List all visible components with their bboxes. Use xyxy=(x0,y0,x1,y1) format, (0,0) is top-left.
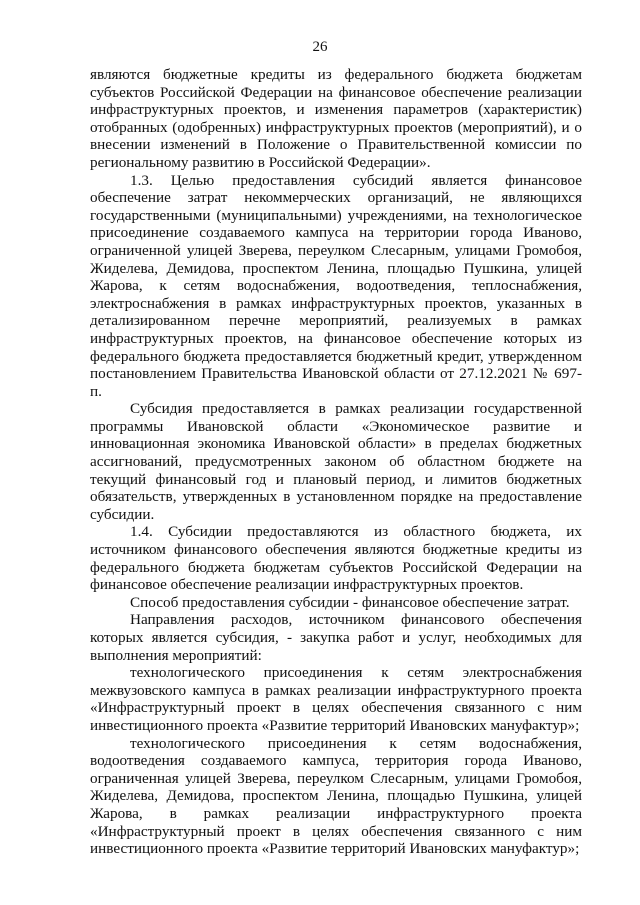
list-item-electricity: технологического присоединения к сетям электроснабжения межвузовского кампуса в рамках реализации инфраструктурного проекта «Инфраструктурный проект в целях обеспечения связанного с ним инвестиционного проекта «Развитие территорий Ивановских мануфактур»; xyxy=(90,664,582,734)
paragraph-1-4: 1.4. Субсидии предоставляются из областного бюджета, их источником финансового обеспечения являются бюджетные кредиты из федерального бюджета бюджетам субъектов Российской Федерации на финансовое обеспечение реализации инфраструктурных проектов. xyxy=(90,523,582,594)
page-number: 26 xyxy=(312,39,328,55)
paragraph-subsidy-method: Способ предоставления субсидии - финансовое обеспечение затрат. xyxy=(130,593,570,611)
list-item-water: технологического присоединения к сетям водоснабжения, водоотведения создаваемого кампуса, территория города Иваново, ограниченная улицей Зверева, переулком Слесарным, улицами Громобоя, Жиделева, Демидова, проспектом Ленина, площадью Пушкина, улицей Жарова, в рамках реализации инфраструктурного проекта «Инфраструктурный проект в целях обеспечения связанного с ним инвестиционного проекта «Развитие территорий Ивановских мануфактур»; xyxy=(90,734,582,858)
paragraph-continuation: являются бюджетные кредиты из федерального бюджета бюджетам субъектов Российской Федерации на финансовое обеспечение реализации инфраструктурных проектов, и изменения параметров (характеристик) отобранных (одобренных) инфраструктурных проектов (мероприятий), и о внесении изменений в Положение о Правительственной комиссии по региональному развитию в Российской Федерации». xyxy=(90,66,582,171)
paragraph-subsidy-program: Субсидия предоставляется в рамках реализации государственной программы Ивановской области «Экономическое развитие и инновационная экономика Ивановской области» в пределах бюджетных ассигнований, предусмотренных законом об областном бюджете на текущий финансовый год и плановый период, и лимитов бюджетных обязательств, утвержденных в установленном порядке на предоставление субсидии. xyxy=(90,400,582,523)
paragraph-expense-directions: Направления расходов, источником финансового обеспечения которых является субсидия, - закупка работ и услуг, необходимых для выполнения мероприятий: xyxy=(90,611,582,664)
paragraph-1-3: 1.3. Целью предоставления субсидий является финансовое обеспечение затрат некоммерческих организаций, не являющихся государственными (муниципальными) учреждениями, на технологическое присоединение создаваемого кампуса на территории города Иваново, ограниченной улицей Зверева, переулком Слесарным, улицами Громобоя, Жиделева, Демидова, проспектом Ленина, площадью Пушкина, улицей Жарова, к сетям водоснабжения, водоотведения, теплоснабжения, электроснабжения в рамках инфраструктурных проектов, указанных в детализированном перечне мероприятий, реализуемых в рамках инфраструктурных проектов, на финансовое обеспечение которых из федерального бюджета предоставляется бюджетный кредит, утвержденном постановлением Правительства Ивановской области от 27.12.2021 № 697-п. xyxy=(90,171,582,400)
document-body xyxy=(90,66,582,858)
